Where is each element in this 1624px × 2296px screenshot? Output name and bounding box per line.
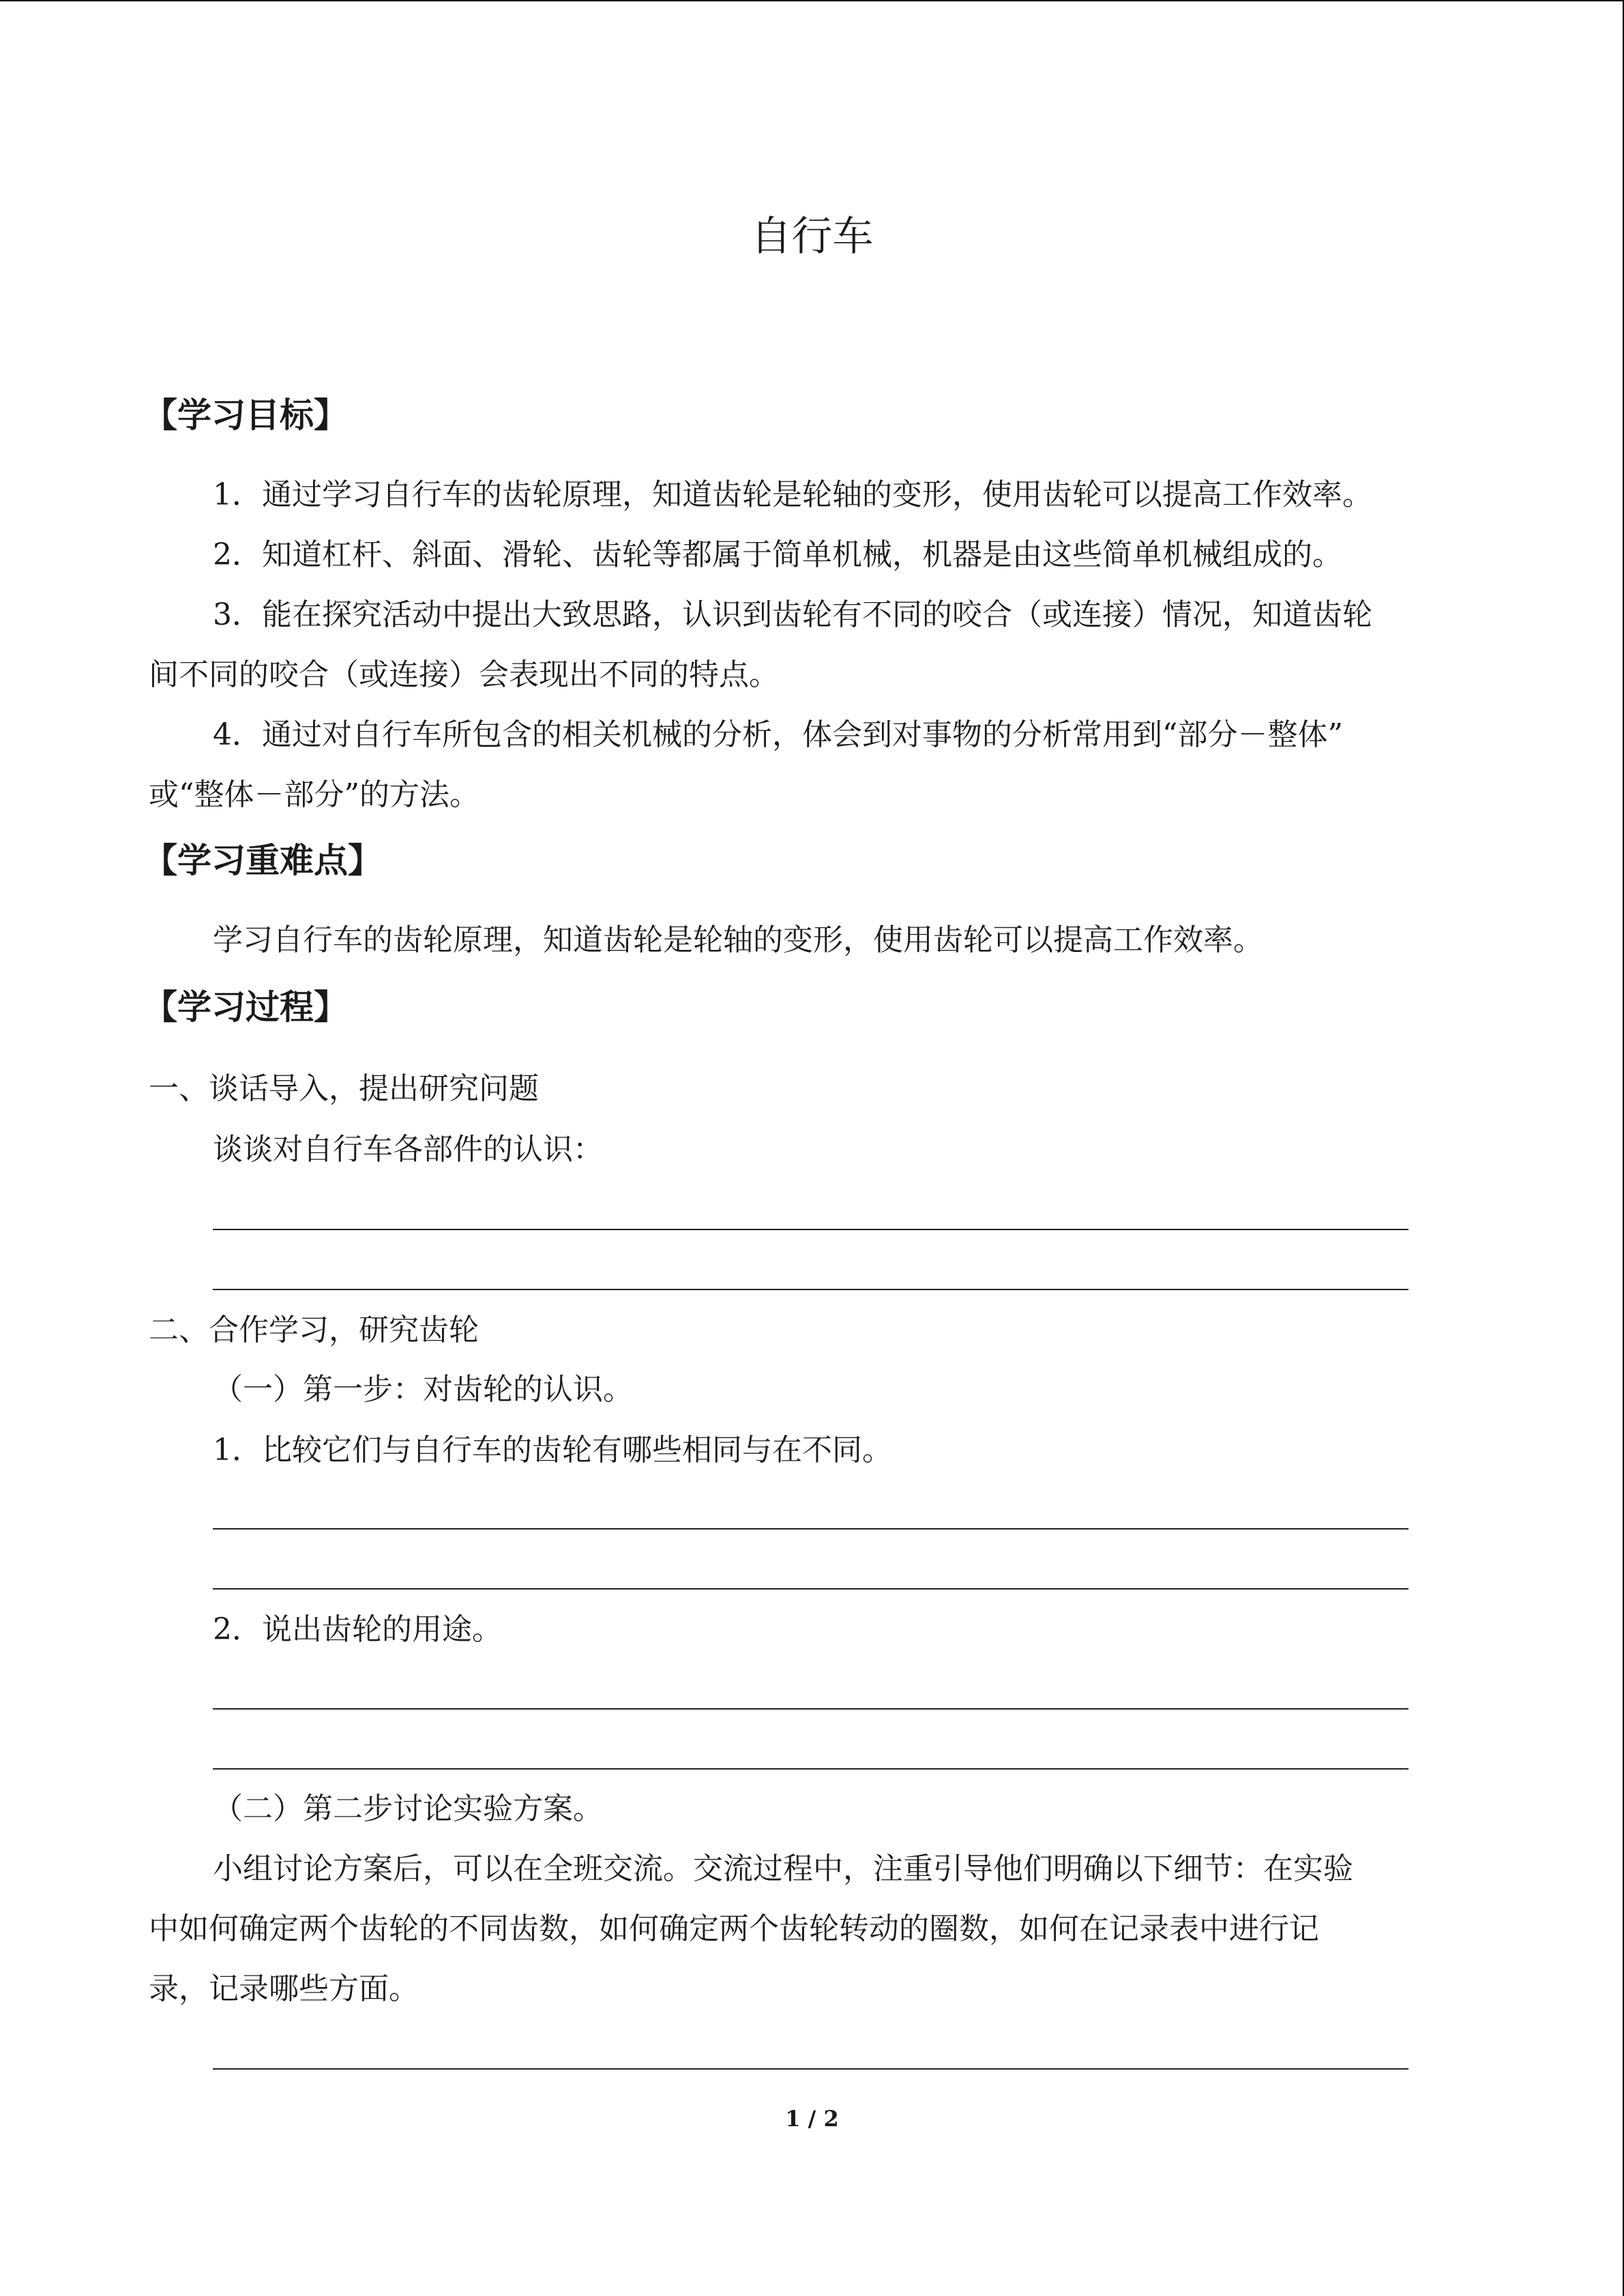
section-heading-process: 【学习过程】 (143, 987, 348, 1027)
step-2-title: （二）第二步讨论实验方案。 (213, 1791, 603, 1826)
section-heading-goals: 【学习目标】 (143, 396, 348, 435)
answer-line (213, 1229, 1408, 1230)
answer-line (213, 1588, 1408, 1590)
answer-line (213, 1768, 1408, 1770)
part-1-prompt: 谈谈对自行车各部件的认识： (213, 1132, 603, 1167)
step-1-question-2: 2．说出齿轮的用途。 (213, 1612, 502, 1647)
answer-line (213, 1708, 1408, 1710)
step-1-question-1: 1．比较它们与自行车的齿轮有哪些相同与在不同。 (213, 1433, 892, 1467)
part-2-title: 二、合作学习，研究齿轮 (149, 1313, 479, 1347)
answer-line (213, 2068, 1408, 2070)
page-title: 自行车 (750, 213, 874, 260)
goal-item-3-line-1: 3．能在探究活动中提出大致思路，认识到齿轮有不同的咬合（或连接）情况，知道齿轮 (213, 597, 1372, 632)
step-2-line-1: 小组讨论方案后，可以在全班交流。交流过程中，注重引导他们明确以下细节：在实验 (213, 1851, 1353, 1886)
answer-line (213, 1528, 1408, 1530)
page-number: 1 / 2 (785, 2106, 839, 2132)
section-heading-key-points: 【学习重难点】 (143, 841, 382, 880)
step-2-line-3: 录，记录哪些方面。 (149, 1971, 419, 2006)
goal-item-1: 1．通过学习自行车的齿轮原理，知道齿轮是轮轴的变形，使用齿轮可以提高工作效率。 (213, 477, 1372, 512)
goal-item-2: 2．知道杠杆、斜面、滑轮、齿轮等都属于简单机械，机器是由这些简单机械组成的。 (213, 537, 1342, 572)
key-points-text: 学习自行车的齿轮原理，知道齿轮是轮轴的变形，使用齿轮可以提高工作效率。 (213, 923, 1263, 957)
step-2-line-2: 中如何确定两个齿轮的不同齿数，如何确定两个齿轮转动的圈数，如何在记录表中进行记 (149, 1911, 1319, 1946)
goal-item-4-line-1: 4．通过对自行车所包含的相关机械的分析，体会到对事物的分析常用到“部分－整体” (213, 717, 1343, 752)
goal-item-3-line-2: 间不同的咬合（或连接）会表现出不同的特点。 (149, 657, 779, 692)
answer-line (213, 1289, 1408, 1290)
goal-item-4-line-2: 或“整体－部分”的方法。 (149, 777, 479, 812)
step-1-title: （一）第一步：对齿轮的认识。 (213, 1372, 633, 1407)
part-1-title: 一、谈话导入，提出研究问题 (149, 1071, 539, 1106)
